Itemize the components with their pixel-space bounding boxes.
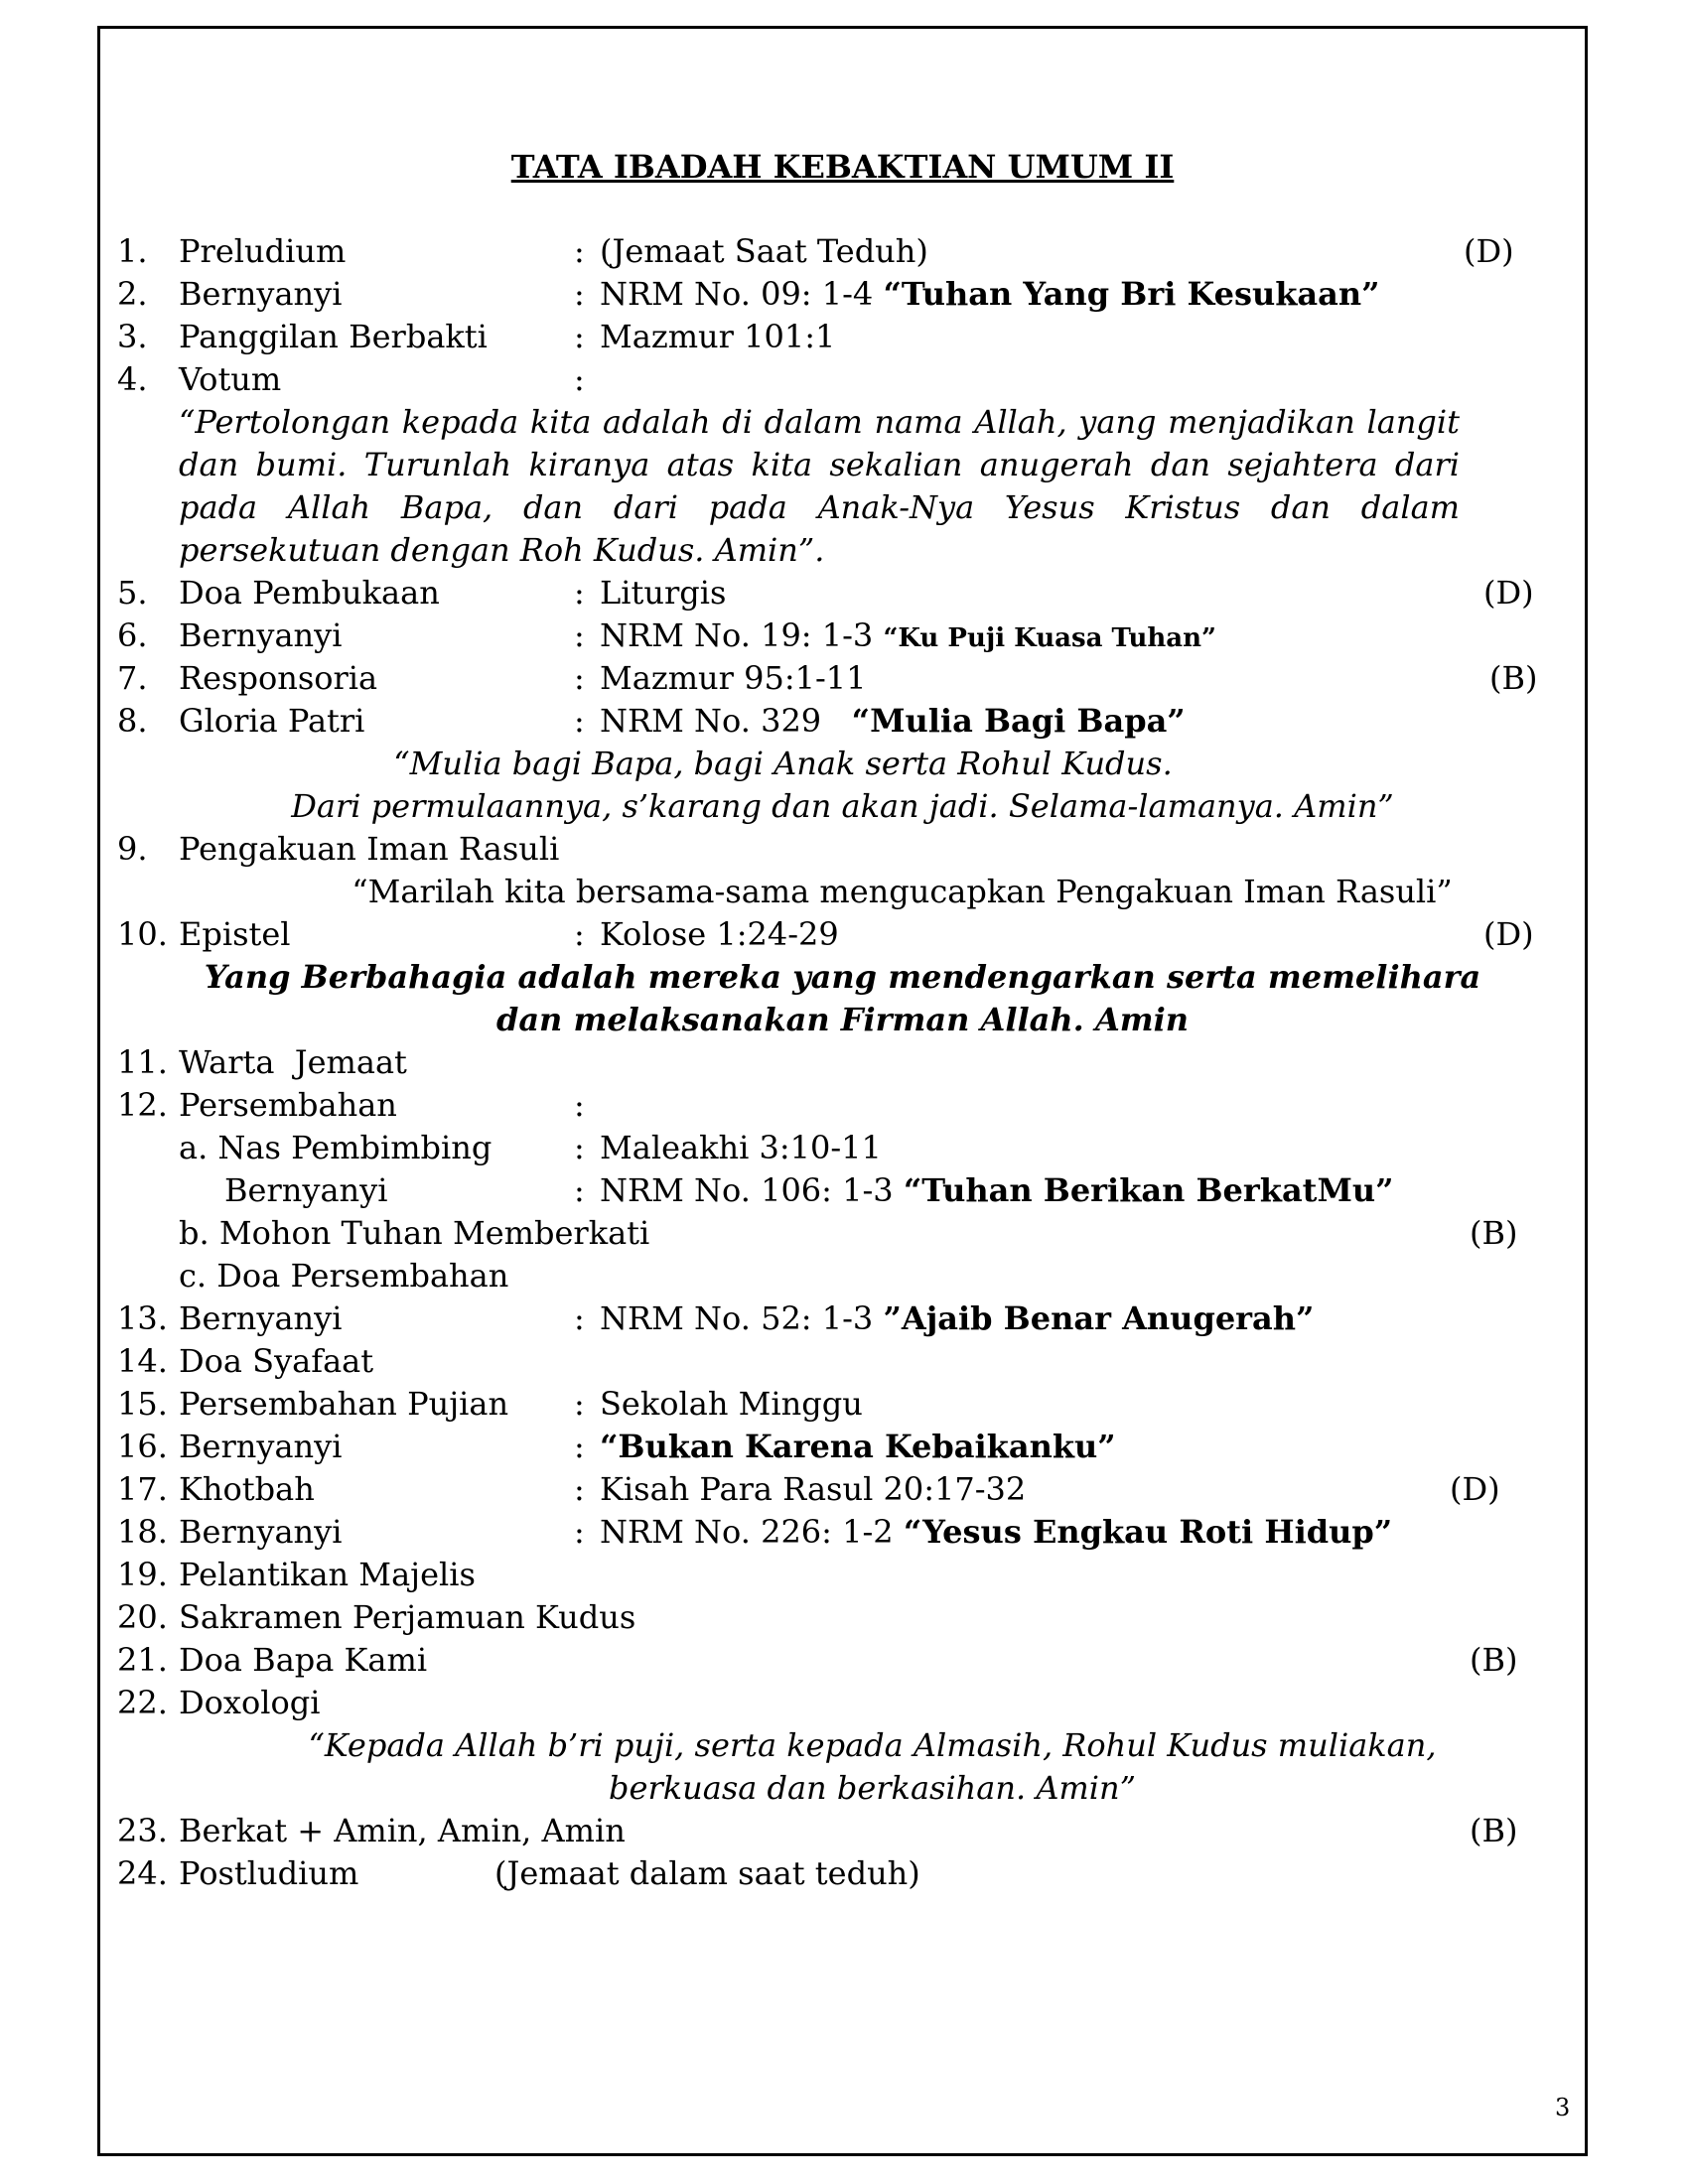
item-value: Kisah Para Rasul 20:17-32 (600, 1470, 1027, 1508)
item-colon: : (574, 360, 585, 398)
doxologi-line-1: “Kepada Allah b’ri puji, serta kepada Almasih, Rohul Kudus muliakan, (308, 1726, 1437, 1764)
item-label: Persembahan (179, 1086, 397, 1124)
item-number: 11. (117, 1043, 168, 1081)
item-value: Mazmur 95:1-11 (600, 659, 867, 697)
item-mark: (D) (1450, 1470, 1500, 1508)
item-colon: : (574, 915, 585, 953)
item-number: 23. (117, 1812, 168, 1849)
item-number: 19. (117, 1556, 168, 1593)
item-number: 18. (117, 1513, 168, 1551)
item-number: 15. (117, 1385, 168, 1423)
item-number: 10. (117, 915, 168, 953)
item-number: 22. (117, 1684, 168, 1721)
item-value (600, 1511, 1392, 1554)
hymn-number: NRM No. 52: 1-3 (600, 1299, 884, 1337)
item-mark: (B) (1470, 1641, 1518, 1679)
document-title: TATA IBADAH KEBAKTIAN UMUM II (510, 148, 1175, 186)
item-colon: : (574, 574, 585, 612)
item-label: Doxologi (179, 1684, 321, 1721)
item-value: (Jemaat dalam saat teduh) (494, 1854, 920, 1892)
item-colon: : (574, 1385, 585, 1423)
item-mark: (B) (1489, 659, 1538, 697)
page-number: 3 (1555, 2094, 1571, 2121)
song-title: “Tuhan Yang Bri Kesukaan” (883, 275, 1380, 313)
item-number: 8. (117, 702, 148, 740)
item-label: Preludium (179, 232, 347, 270)
item-label: Panggilan Berbakti (179, 318, 488, 355)
hymn-number: NRM No. 19: 1-3 (600, 616, 884, 654)
item-number: 7. (117, 659, 148, 697)
item-number: 5. (117, 574, 148, 612)
item-value: Liturgis (600, 574, 727, 612)
item-number: 2. (117, 275, 148, 313)
item-label: Bernyanyi (224, 1171, 388, 1209)
item-colon: : (574, 659, 585, 697)
item-colon: : (574, 1086, 585, 1124)
item-label: Bernyanyi (179, 616, 343, 654)
song-title: “Yesus Engkau Roti Hidup” (903, 1513, 1393, 1551)
epistel-response-1: Yang Berbahagia adalah mereka yang mendengarkan serta memelihara (204, 958, 1481, 996)
item-label: Epistel (179, 915, 291, 953)
hymn-number: NRM No. 329 (600, 702, 852, 740)
item-colon: : (574, 1171, 585, 1209)
item-value: Maleakhi 3:10-11 (600, 1129, 882, 1166)
item-label: Doa Pembukaan (179, 574, 440, 612)
item-colon: : (574, 1428, 585, 1465)
item-number: 20. (117, 1598, 168, 1636)
hymn-number: NRM No. 106: 1-3 (600, 1171, 904, 1209)
item-label: Responsoria (179, 659, 378, 697)
item-number: 16. (117, 1428, 168, 1465)
item-mark: (B) (1470, 1214, 1518, 1252)
item-value: Sekolah Minggu (600, 1385, 863, 1423)
item-colon: : (574, 1513, 585, 1551)
gloria-line-2: Dari permulaannya, s’karang dan akan jadi. Selama-lamanya. Amin” (291, 787, 1394, 825)
item-colon: : (574, 318, 585, 355)
iman-text: “Marilah kita bersama-sama mengucapkan Pengakuan Iman Rasuli” (352, 873, 1453, 910)
item-label: Pengakuan Iman Rasuli (179, 830, 560, 868)
item-label: Pelantikan Majelis (179, 1556, 476, 1593)
epistel-response-2: dan melaksanakan Firman Allah. Amin (495, 1001, 1190, 1038)
item-label: Bernyanyi (179, 275, 343, 313)
item-label: Postludium (179, 1854, 359, 1892)
item-value (600, 273, 1380, 316)
item-label: Persembahan Pujian (179, 1385, 509, 1423)
item-value (600, 1426, 1116, 1468)
item-value (600, 1297, 1314, 1340)
item-label: Khotbah (179, 1470, 315, 1508)
song-title: “Mulia Bagi Bapa” (851, 702, 1186, 740)
item-mark: (D) (1483, 574, 1534, 612)
item-value: Mazmur 101:1 (600, 318, 836, 355)
item-number: 12. (117, 1086, 168, 1124)
item-number: 3. (117, 318, 148, 355)
doxologi-line-2: berkuasa dan berkasihan. Amin” (609, 1769, 1136, 1807)
item-number: 9. (117, 830, 148, 868)
item-number: 17. (117, 1470, 168, 1508)
item-label: Bernyanyi (179, 1428, 343, 1465)
song-title: “Bukan Karena Kebaikanku” (600, 1428, 1116, 1465)
item-label: Doa Bapa Kami (179, 1641, 428, 1679)
item-colon: : (574, 1470, 585, 1508)
item-value (600, 1169, 1394, 1212)
item-value: Kolose 1:24-29 (600, 915, 839, 953)
item-number: 6. (117, 616, 148, 654)
item-mark: (B) (1470, 1812, 1518, 1849)
song-title: “Ku Puji Kuasa Tuhan” (883, 623, 1216, 653)
item-label: Berkat + Amin, Amin, Amin (179, 1812, 626, 1849)
item-label: Bernyanyi (179, 1299, 343, 1337)
item-mark: (D) (1464, 232, 1514, 270)
item-colon: : (574, 232, 585, 270)
song-title: ”Ajaib Benar Anugerah” (883, 1299, 1315, 1337)
item-label: Warta Jemaat (179, 1043, 407, 1081)
votum-text: “Pertolongan kepada kita adalah di dalam nama Allah, yang menjadikan langit dan bumi. Turunlah kiranya atas kita sekalian anugerah dan sejahtera dari pada Allah Bapa, dan dari pada Anak-Nya Yesus Kristus dan dalam persekutuan dengan Roh Kudus. Amin”. (179, 403, 1460, 569)
item-colon: : (574, 275, 585, 313)
item-label: a. Nas Pembimbing (179, 1129, 492, 1166)
item-colon: : (574, 1129, 585, 1166)
item-value (600, 700, 1186, 743)
item-label: Votum (179, 360, 282, 398)
gloria-line-1: “Mulia bagi Bapa, bagi Anak serta Rohul Kudus. (393, 745, 1173, 782)
item-colon: : (574, 1299, 585, 1337)
item-label: Doa Syafaat (179, 1342, 374, 1380)
item-number: 21. (117, 1641, 168, 1679)
item-label: c. Doa Persembahan (179, 1257, 509, 1295)
item-number: 4. (117, 360, 148, 398)
item-label: Sakramen Perjamuan Kudus (179, 1598, 636, 1636)
item-value: (Jemaat Saat Teduh) (600, 232, 928, 270)
hymn-number: NRM No. 09: 1-4 (600, 275, 884, 313)
item-label: b. Mohon Tuhan Memberkati (179, 1214, 650, 1252)
item-label: Gloria Patri (179, 702, 365, 740)
item-number: 24. (117, 1854, 168, 1892)
hymn-number: NRM No. 226: 1-2 (600, 1513, 904, 1551)
item-value (600, 614, 1216, 660)
item-colon: : (574, 702, 585, 740)
item-label: Bernyanyi (179, 1513, 343, 1551)
item-number: 1. (117, 232, 148, 270)
item-mark: (D) (1483, 915, 1534, 953)
item-colon: : (574, 616, 585, 654)
item-number: 14. (117, 1342, 168, 1380)
song-title: “Tuhan Berikan BerkatMu” (903, 1171, 1394, 1209)
item-number: 13. (117, 1299, 168, 1337)
